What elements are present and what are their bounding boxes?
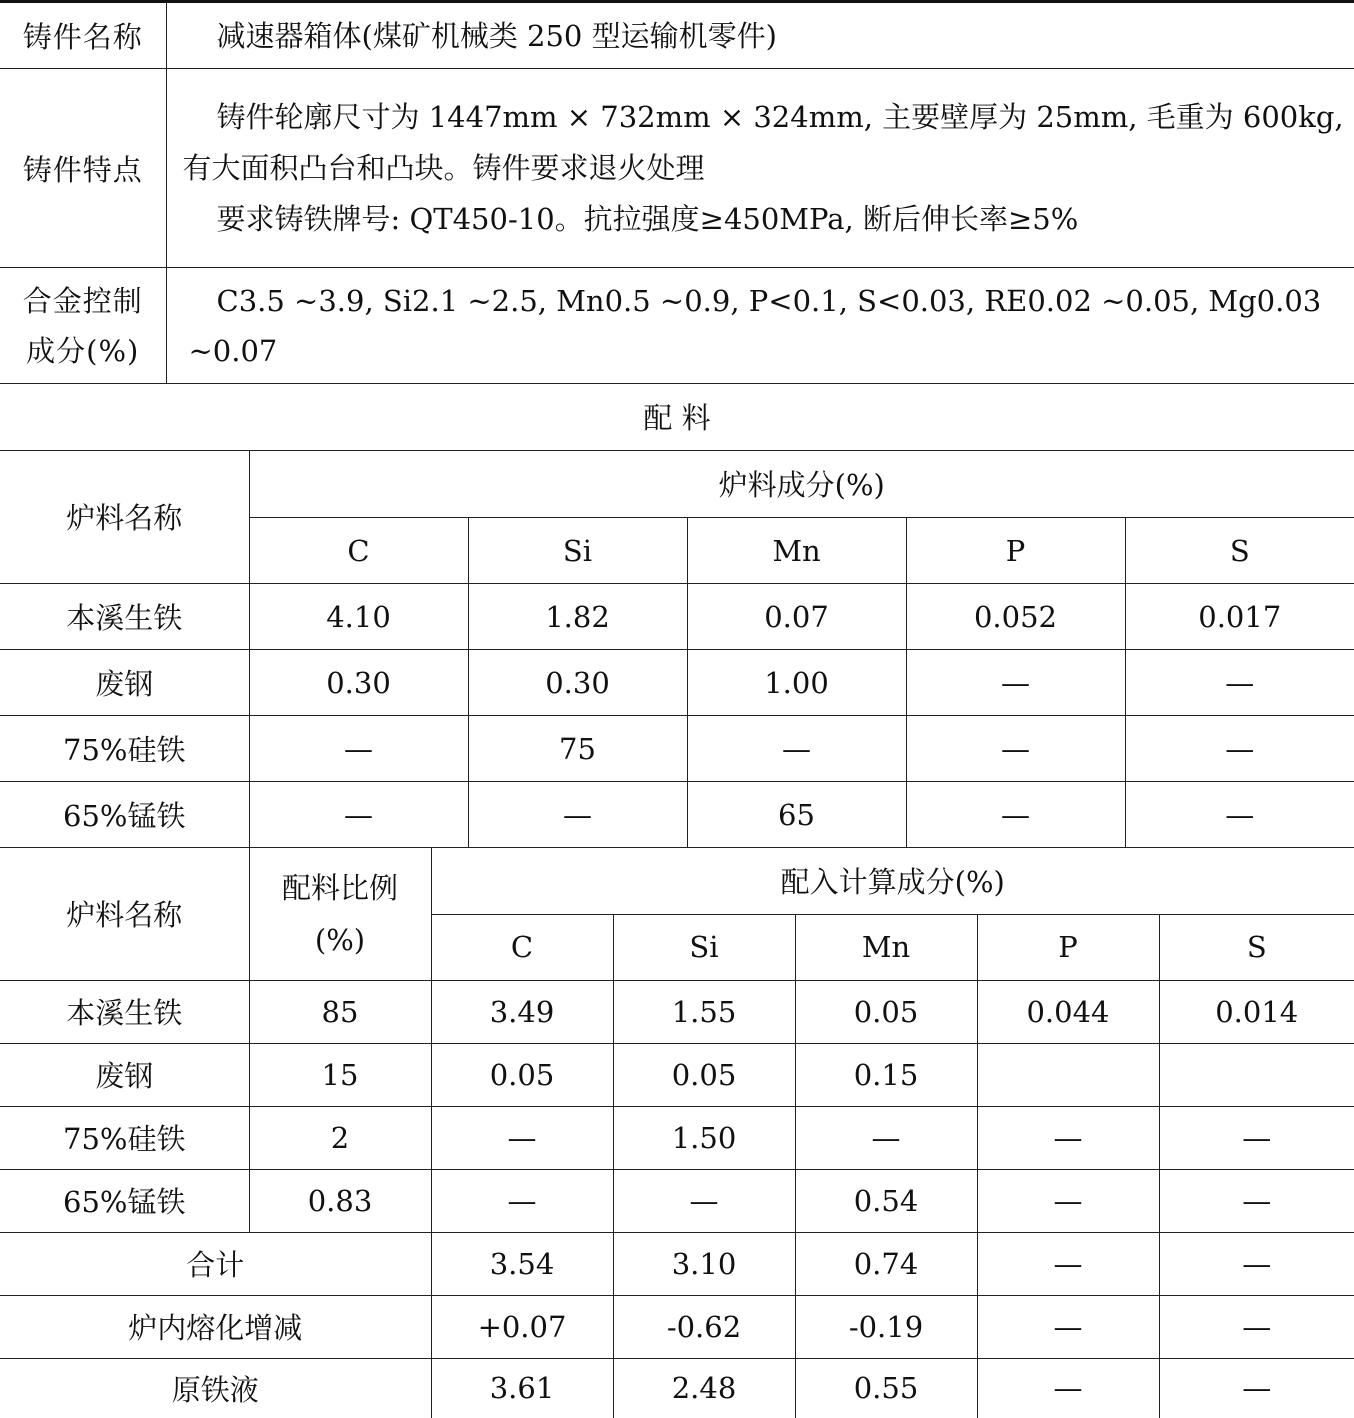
features-line-2: 有大面积凸台和凸块。铸件要求退火处理 <box>183 143 1354 194</box>
calc-col-mn: Mn <box>795 914 977 980</box>
calc-cell: — <box>977 1106 1159 1169</box>
summary-cell: 2.48 <box>613 1358 795 1418</box>
alloy-control-label <box>0 268 166 384</box>
charge-cell: 1.00 <box>687 650 906 716</box>
calc-cell: 3.49 <box>431 980 613 1043</box>
summary-label: 炉内熔化增减 <box>0 1295 431 1358</box>
calc-col-si: Si <box>613 914 795 980</box>
alloy-control-value <box>166 268 1354 384</box>
casting-features-label: 铸件特点 <box>0 69 166 268</box>
charge-cell: 0.07 <box>687 584 906 650</box>
summary-cell: — <box>1159 1295 1354 1358</box>
summary-cell: 0.74 <box>795 1232 977 1295</box>
calc-row-ratio: 2 <box>249 1106 431 1169</box>
calc-cell: — <box>795 1106 977 1169</box>
charge-cell: — <box>906 716 1125 782</box>
charge-cell: 1.82 <box>468 584 687 650</box>
table-row <box>0 716 1354 782</box>
calc-row-name: 废钢 <box>0 1043 249 1106</box>
calc-row-name: 75%硅铁 <box>0 1106 249 1169</box>
charge-cell: — <box>1125 716 1354 782</box>
charge-cell: 0.30 <box>249 650 468 716</box>
calculated-composition-table <box>0 848 1354 1418</box>
charge-cell: — <box>249 782 468 848</box>
calc-cell <box>977 1043 1159 1106</box>
charge-cell: — <box>906 650 1125 716</box>
calc-row-ratio: 85 <box>249 980 431 1043</box>
calc-cell: — <box>613 1169 795 1232</box>
charge-cell: 4.10 <box>249 584 468 650</box>
summary-cell: 3.61 <box>431 1358 613 1418</box>
calc-composition-header: 配入计算成分(%) <box>431 848 1354 914</box>
casting-features-row <box>0 69 1354 268</box>
summary-cell: -0.19 <box>795 1295 977 1358</box>
charge-cell: — <box>249 716 468 782</box>
casting-name-row <box>0 2 1354 69</box>
table-row <box>0 1169 1354 1232</box>
charge-cell: 75 <box>468 716 687 782</box>
summary-label: 合计 <box>0 1232 431 1295</box>
summary-cell: — <box>977 1232 1159 1295</box>
table-row <box>0 584 1354 650</box>
calc-cell <box>1159 1043 1354 1106</box>
table-row <box>0 1106 1354 1169</box>
table-row <box>0 650 1354 716</box>
calc-cell: — <box>977 1169 1159 1232</box>
alloy-line-2: ~0.07 <box>189 326 1354 376</box>
calc-row-ratio: 15 <box>249 1043 431 1106</box>
charge-cell: — <box>906 782 1125 848</box>
calc-col-p: P <box>977 914 1159 980</box>
calc-cell: 0.05 <box>613 1043 795 1106</box>
calc-name-header: 炉料名称 <box>0 848 249 980</box>
calc-cell: 0.15 <box>795 1043 977 1106</box>
charge-row-name: 本溪生铁 <box>0 584 249 650</box>
calc-cell: 0.54 <box>795 1169 977 1232</box>
charge-cell: — <box>687 716 906 782</box>
alloy-label-line-2: 成分(%) <box>0 326 166 376</box>
summary-cell: +0.07 <box>431 1295 613 1358</box>
charge-cell: 0.30 <box>468 650 687 716</box>
summary-cell: -0.62 <box>613 1295 795 1358</box>
charge-composition-header: 炉料成分(%) <box>249 451 1354 518</box>
charge-col-c: C <box>249 518 468 584</box>
table-row <box>0 980 1354 1043</box>
charge-cell: 0.017 <box>1125 584 1354 650</box>
calc-cell: 1.50 <box>613 1106 795 1169</box>
charge-cell: 0.052 <box>906 584 1125 650</box>
charge-row-name: 65%锰铁 <box>0 782 249 848</box>
summary-label: 原铁液 <box>0 1358 431 1418</box>
casting-features-value <box>166 69 1354 268</box>
charge-row-name: 废钢 <box>0 650 249 716</box>
calc-ratio-header <box>249 848 431 980</box>
summary-cell: — <box>1159 1232 1354 1295</box>
charge-col-p: P <box>906 518 1125 584</box>
calc-cell: 0.05 <box>795 980 977 1043</box>
calc-cell: 1.55 <box>613 980 795 1043</box>
charge-row-name: 75%硅铁 <box>0 716 249 782</box>
calc-cell: 0.05 <box>431 1043 613 1106</box>
summary-row-total <box>0 1232 1354 1295</box>
summary-row-base-iron <box>0 1358 1354 1418</box>
charge-cell: 65 <box>687 782 906 848</box>
summary-cell: 3.54 <box>431 1232 613 1295</box>
calc-row-name: 65%锰铁 <box>0 1169 249 1232</box>
alloy-label-line-1: 合金控制 <box>0 276 166 326</box>
casting-name-label: 铸件名称 <box>0 2 166 69</box>
calc-cell: 0.044 <box>977 980 1159 1043</box>
casting-info-table <box>0 0 1354 384</box>
section-title: 配 料 <box>0 384 1354 450</box>
alloy-line-1: C3.5 ~3.9, Si2.1 ~2.5, Mn0.5 ~0.9, P<0.1, S<0.03, RE0.02 ~0.05, Mg0.03 <box>189 276 1354 326</box>
charge-composition-table <box>0 451 1354 849</box>
calc-cell: — <box>1159 1106 1354 1169</box>
calc-cell: — <box>431 1169 613 1232</box>
table-row <box>0 782 1354 848</box>
calc-cell: — <box>431 1106 613 1169</box>
calc-col-c: C <box>431 914 613 980</box>
summary-cell: 0.55 <box>795 1358 977 1418</box>
charge-cell: — <box>1125 650 1354 716</box>
charge-cell: — <box>468 782 687 848</box>
summary-cell: — <box>1159 1358 1354 1418</box>
alloy-control-row <box>0 268 1354 384</box>
summary-cell: 3.10 <box>613 1232 795 1295</box>
charge-name-header: 炉料名称 <box>0 451 249 584</box>
calc-cell: — <box>1159 1169 1354 1232</box>
section-title-table <box>0 384 1354 451</box>
ratio-header-line-1: 配料比例 <box>250 862 431 914</box>
charge-col-s: S <box>1125 518 1354 584</box>
casting-name-value: 减速器箱体(煤矿机械类 250 型运输机零件) <box>166 2 1354 69</box>
charge-col-mn: Mn <box>687 518 906 584</box>
calc-row-name: 本溪生铁 <box>0 980 249 1043</box>
charge-col-si: Si <box>468 518 687 584</box>
table-row <box>0 1043 1354 1106</box>
ratio-header-line-2: (%) <box>250 914 431 966</box>
features-line-3: 要求铸铁牌号: QT450-10。抗拉强度≥450MPa, 断后伸长率≥5% <box>183 194 1354 245</box>
charge-cell: — <box>1125 782 1354 848</box>
calc-row-ratio: 0.83 <box>249 1169 431 1232</box>
summary-cell: — <box>977 1295 1159 1358</box>
calc-cell: 0.014 <box>1159 980 1354 1043</box>
summary-cell: — <box>977 1358 1159 1418</box>
calc-col-s: S <box>1159 914 1354 980</box>
summary-row-melt-change <box>0 1295 1354 1358</box>
features-line-1: 铸件轮廓尺寸为 1447mm × 732mm × 324mm, 主要壁厚为 25mm, 毛重为 600kg, <box>183 92 1354 143</box>
